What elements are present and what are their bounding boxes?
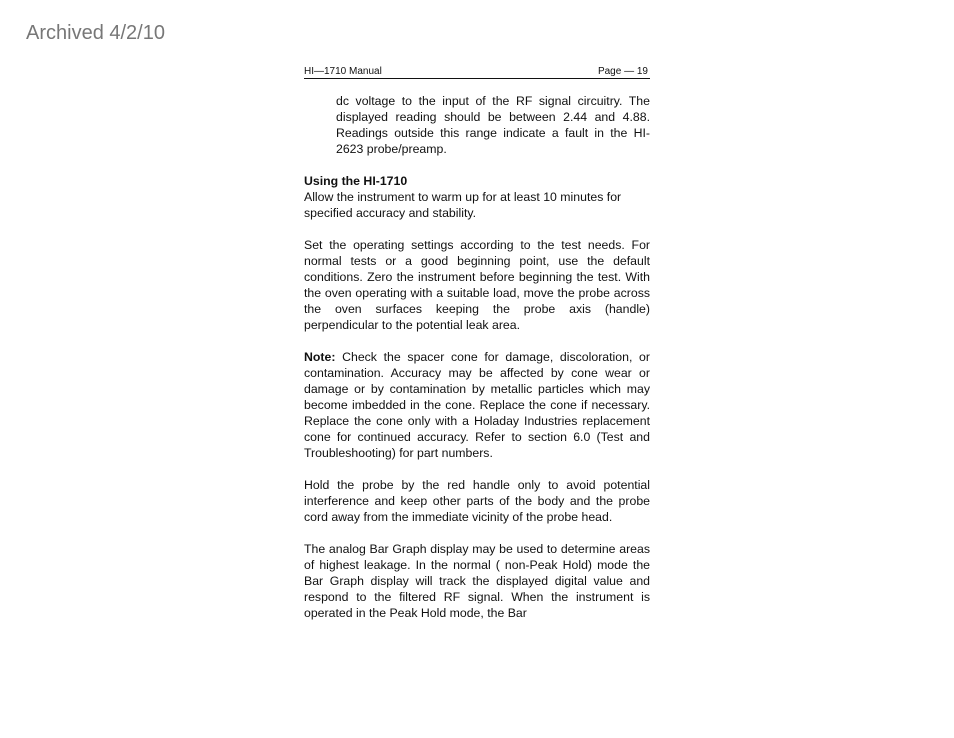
handle-paragraph: Hold the probe by the red handle only to avoid potential interference and keep other parts of the body and the probe cord away from the immediate vicinity of the probe head. — [304, 478, 650, 524]
page-body — [304, 93, 650, 637]
header-page-number: Page — 19 — [597, 66, 648, 77]
bargraph-paragraph: The analog Bar Graph display may be used to determine areas of highest leakage. In the normal ( non-Peak Hold) mode the Bar Graph display will track the displayed digital value and respond to the filtered RF signal. When the instrument is operated in the Peak Hold mode, the Bar — [304, 542, 650, 620]
settings-paragraph: Set the operating settings according to the test needs. For normal tests or a good beginning point, use the default conditions. Zero the instrument before beginning the test. With the oven operating with a suitable load, move the probe across the oven surfaces keeping the probe axis (handle) perpendicular to the potential leak area. — [304, 238, 650, 332]
archived-watermark: Archived 4/2/10 — [26, 22, 165, 44]
section-heading: Using the HI-1710 — [304, 174, 408, 188]
page-header — [304, 65, 650, 79]
note-text: Check the spacer cone for damage, discoloration, or contamination. Accuracy may be affected by cone wear or damage or by contamination by metallic particles which may become imbedded in the cone. Replace the cone if necessary. Replace the cone only with a Holaday Industries replacement cone for continued accuracy. Refer to section 6.0 (Test and Troubleshooting) for part numbers. — [304, 350, 650, 460]
header-manual-title: HI—1710 Manual — [304, 66, 382, 77]
note-label: Note: — [304, 350, 336, 364]
using-section — [304, 173, 650, 221]
note-paragraph — [304, 349, 650, 461]
warmup-paragraph: Allow the instrument to warm up for at least 10 minutes for specified accuracy and stability. — [304, 190, 622, 220]
continued-paragraph: dc voltage to the input of the RF signal circuitry. The displayed reading should be between 2.44 and 4.88. Readings outside this range indicate a fault in the HI-2623 probe/preamp. — [336, 94, 650, 156]
